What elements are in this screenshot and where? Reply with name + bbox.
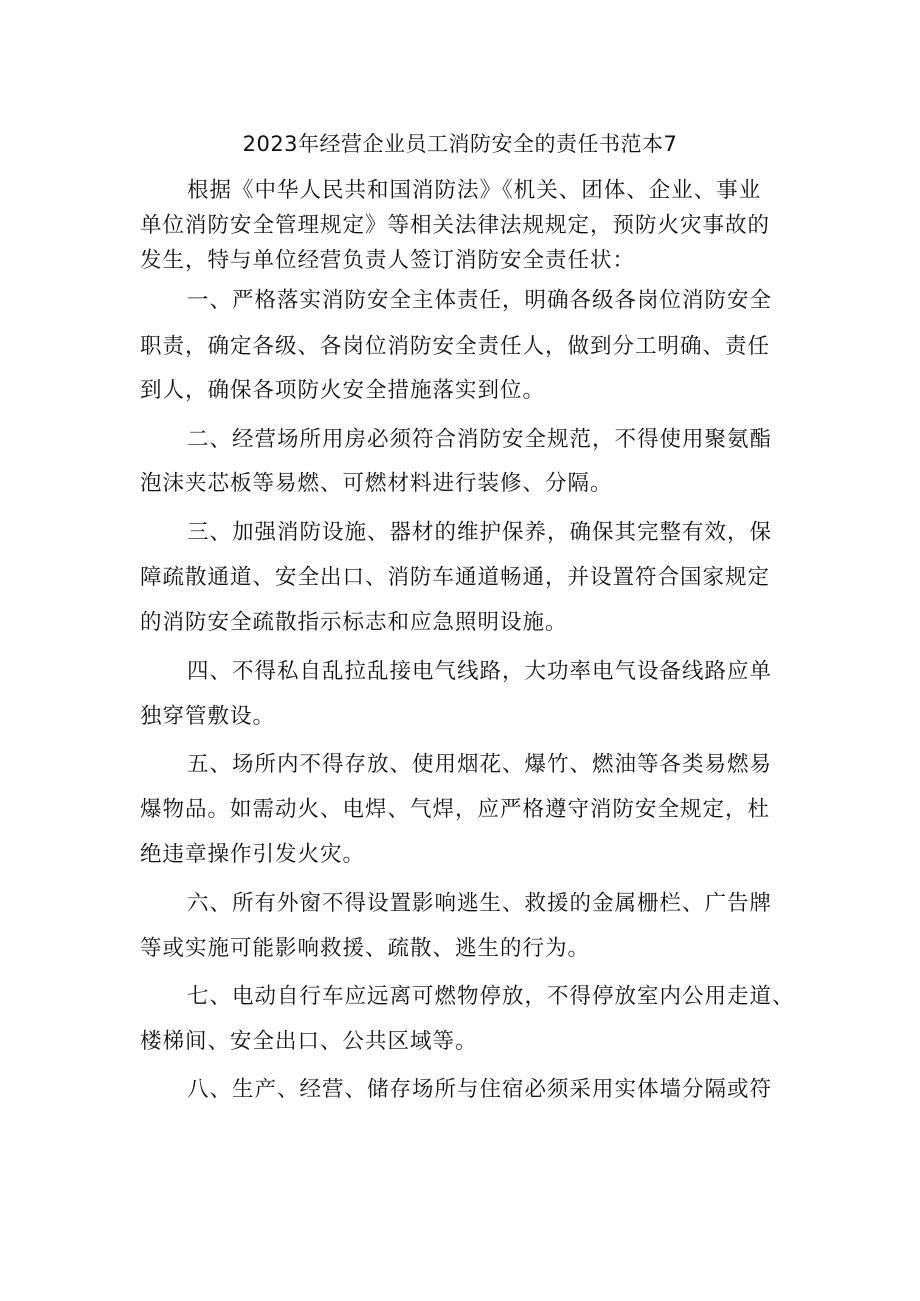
clause-7-line-1: 七、电动自行车应远离可燃物停放，不得停放室内公用走道、	[187, 984, 795, 1009]
clause-3-line-1: 三、加强消防设施、器材的维护保养，确保其完整有效，保	[187, 520, 773, 545]
clause-6-line-2: 等或实施可能影响救援、疏散、逃生的行为。	[140, 936, 591, 961]
clause-6-line-1: 六、所有外窗不得设置影响逃生、救援的金属栅栏、广告牌	[187, 891, 773, 916]
clause-1-line-1: 一、严格落实消防安全主体责任，明确各级各岗位消防安全	[187, 288, 773, 313]
intro-line-2: 单位消防安全管理规定》等相关法律法规规定，预防火灾事故的	[140, 213, 771, 238]
clause-2-line-1: 二、经营场所用房必须符合消防安全规范，不得使用聚氨酯	[187, 427, 773, 452]
clause-4-line-1: 四、不得私自乱拉乱接电气线路，大功率电气设备线路应单	[187, 659, 773, 684]
clause-2-line-2: 泡沫夹芯板等易燃、可燃材料进行装修、分隔。	[140, 471, 613, 496]
clause-1-line-3: 到人，确保各项防火安全措施落实到位。	[140, 378, 546, 403]
clause-4-line-2: 独穿管敷设。	[140, 704, 276, 729]
intro-line-1: 根据《中华人民共和国消防法》《机关、团体、企业、事业	[187, 178, 762, 203]
clause-5-line-2: 爆物品。如需动火、电焊、气焊，应严格遵守消防安全规定，杜	[140, 797, 771, 822]
clause-3-line-2: 障疏散通道、安全出口、消防车通道畅通，并设置符合国家规定	[140, 565, 771, 590]
clause-8-line-1: 八、生产、经营、储存场所与住宿必须采用实体墙分隔或符	[187, 1077, 773, 1102]
document-title: 2023年经营企业员工消防安全的责任书范本7	[242, 132, 678, 156]
intro-line-3: 发生，特与单位经营负责人签订消防安全责任状：	[140, 248, 636, 273]
clause-1-line-2: 职责，确定各级、各岗位消防安全责任人，做到分工明确、责任	[140, 334, 771, 359]
clause-3-line-3: 的消防安全疏散指示标志和应急照明设施。	[140, 610, 568, 635]
clause-7-line-2: 楼梯间、安全出口、公共区域等。	[140, 1029, 478, 1054]
clause-5-line-3: 绝违章操作引发火灾。	[140, 842, 366, 867]
clause-5-line-1: 五、场所内不得存放、使用烟花、爆竹、燃油等各类易燃易	[187, 752, 773, 777]
